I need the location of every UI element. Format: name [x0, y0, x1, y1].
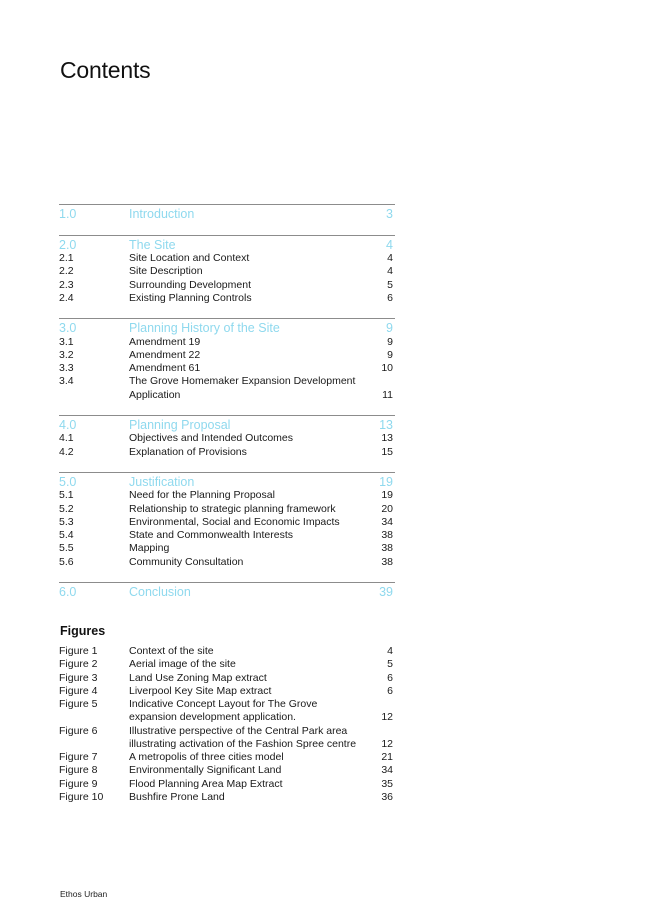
- figure-entry-num: Figure 2: [59, 658, 98, 671]
- toc-section-heading-num: 3.0: [59, 321, 77, 335]
- toc-section-heading-page: 4: [386, 237, 393, 252]
- toc-entry[interactable]: [59, 279, 395, 292]
- toc-entry-page: 15: [381, 445, 393, 458]
- toc-section-heading[interactable]: [59, 207, 395, 222]
- figure-entry-label: Flood Planning Area Map Extract: [129, 777, 283, 790]
- toc-section: [59, 318, 395, 402]
- figure-entry-num: Figure 8: [59, 764, 98, 777]
- toc-entry-page: 34: [381, 515, 393, 528]
- toc-entry-page: 20: [381, 502, 393, 515]
- toc-section-heading[interactable]: [59, 585, 395, 600]
- table-of-contents: [59, 204, 395, 612]
- figure-entry-page: 5: [387, 658, 393, 671]
- toc-entry[interactable]: [59, 432, 395, 445]
- figure-entry-num: Figure 9: [59, 777, 98, 790]
- toc-entry-num: 5.5: [59, 542, 74, 555]
- figures-list: [59, 645, 395, 804]
- figure-entry-label: Context of the site: [129, 645, 214, 657]
- toc-entry[interactable]: [59, 516, 395, 529]
- toc-section-heading-page: 19: [379, 474, 393, 489]
- toc-entry[interactable]: [59, 375, 395, 402]
- figure-entry-page: 4: [387, 645, 393, 657]
- toc-section-heading-num: 2.0: [59, 237, 77, 252]
- figure-entry-page: 6: [387, 671, 393, 684]
- toc-section-heading-label: The Site: [129, 237, 176, 252]
- figure-entry[interactable]: [59, 685, 395, 698]
- toc-entry-num: 2.3: [59, 278, 74, 291]
- toc-section-heading-page: 3: [386, 207, 393, 221]
- toc-entry-label: Existing Planning Controls: [129, 291, 252, 304]
- toc-section-heading-label: Planning History of the Site: [129, 321, 280, 335]
- toc-entry-num: 5.2: [59, 502, 74, 515]
- figure-entry[interactable]: [59, 698, 395, 725]
- toc-entry[interactable]: [59, 292, 395, 305]
- toc-entry[interactable]: [59, 503, 395, 516]
- figure-entry[interactable]: [59, 672, 395, 685]
- toc-entry-num: 2.1: [59, 252, 74, 264]
- toc-entry[interactable]: [59, 446, 395, 459]
- figures-heading: Figures: [60, 624, 106, 638]
- figure-entry[interactable]: [59, 645, 395, 658]
- figure-entry-num: Figure 1: [59, 645, 98, 657]
- figure-entry-label: Aerial image of the site: [129, 658, 236, 671]
- toc-entry-num: 3.3: [59, 362, 74, 374]
- toc-entry[interactable]: [59, 362, 395, 375]
- toc-section-heading-label: Conclusion: [129, 584, 191, 599]
- toc-entry-label: Amendment 19: [129, 335, 201, 348]
- figure-entry-num: Figure 4: [59, 684, 98, 697]
- figure-entry-num: Figure 3: [59, 671, 98, 684]
- figure-entry[interactable]: [59, 658, 395, 671]
- figure-entry[interactable]: [59, 764, 395, 777]
- toc-entry-label: Explanation of Provisions: [129, 445, 247, 458]
- toc-entry-page: 9: [387, 348, 393, 361]
- toc-entry-page: 38: [381, 529, 393, 541]
- toc-section-heading-num: 5.0: [59, 474, 77, 489]
- toc-entry-page: 6: [387, 291, 393, 304]
- figure-entry-label: Indicative Concept Layout for The Grove expansion development application.: [129, 698, 318, 724]
- figure-entry-num: Figure 5: [59, 698, 98, 710]
- toc-entry-label: Environmental, Social and Economic Impacts: [129, 515, 340, 528]
- toc-entry-num: 5.3: [59, 515, 74, 528]
- toc-entry-label: The Grove Homemaker Expansion Development Application: [129, 375, 356, 401]
- toc-entry-page: 4: [387, 252, 393, 264]
- toc-entry-num: 3.4: [59, 375, 74, 388]
- toc-entry-num: 3.2: [59, 348, 74, 361]
- figure-entry-label: Bushfire Prone Land: [129, 790, 225, 803]
- figure-entry-page: 12: [381, 711, 393, 724]
- figure-entry-num: Figure 10: [59, 790, 104, 803]
- toc-entry-page: 13: [381, 432, 393, 445]
- toc-entry-label: Relationship to strategic planning framework: [129, 502, 336, 515]
- figure-entry[interactable]: [59, 751, 395, 764]
- toc-section-heading-label: Justification: [129, 474, 195, 489]
- figure-entry-page: 12: [381, 737, 393, 750]
- toc-section-heading[interactable]: [59, 321, 395, 336]
- toc-entry-num: 5.4: [59, 529, 74, 541]
- toc-entry-label: Amendment 22: [129, 348, 201, 361]
- toc-section-heading[interactable]: [59, 475, 395, 490]
- page-title: Contents: [60, 57, 151, 83]
- toc-entry[interactable]: [59, 252, 395, 265]
- toc-section-heading-num: 1.0: [59, 207, 77, 221]
- toc-entry[interactable]: [59, 489, 395, 502]
- toc-entry-num: 5.6: [59, 555, 74, 568]
- footer: Ethos Urban: [60, 889, 108, 899]
- toc-entry-num: 3.1: [59, 335, 74, 348]
- figure-entry-label: A metropolis of three cities model: [129, 751, 284, 763]
- toc-entry-label: Site Location and Context: [129, 252, 250, 264]
- toc-section-heading-page: 39: [379, 584, 393, 599]
- toc-entry-label: State and Commonwealth Interests: [129, 529, 294, 541]
- figure-entry-label: Environmentally Significant Land: [129, 764, 282, 777]
- toc-entry[interactable]: [59, 542, 395, 555]
- toc-section-heading-num: 6.0: [59, 584, 77, 599]
- figure-entry-page: 6: [387, 684, 393, 697]
- toc-entry-page: 38: [381, 542, 393, 555]
- toc-entry-label: Site Description: [129, 265, 203, 278]
- toc-entry-page: 19: [381, 489, 393, 502]
- figure-entry-page: 36: [381, 790, 393, 803]
- toc-section-heading[interactable]: [59, 418, 395, 433]
- toc-entry-label: Need for the Planning Proposal: [129, 489, 275, 502]
- toc-entry[interactable]: [59, 556, 395, 569]
- figure-entry-label: Liverpool Key Site Map extract: [129, 684, 272, 697]
- toc-entry-label: Objectives and Intended Outcomes: [129, 432, 294, 445]
- toc-entry-num: 2.2: [59, 265, 74, 278]
- toc-entry-label: Surrounding Development: [129, 278, 251, 291]
- toc-section: [59, 204, 395, 222]
- figure-entry[interactable]: [59, 791, 395, 804]
- figure-entry-num: Figure 7: [59, 751, 98, 763]
- toc-section-heading-page: 9: [386, 321, 393, 335]
- toc-entry-label: Amendment 61: [129, 362, 201, 374]
- toc-entry-page: 10: [381, 362, 393, 374]
- toc-entry-num: 2.4: [59, 291, 74, 304]
- figure-entry-page: 35: [381, 777, 393, 790]
- toc-entry[interactable]: [59, 349, 395, 362]
- toc-entry-page: 38: [381, 555, 393, 568]
- toc-entry-num: 5.1: [59, 489, 74, 502]
- toc-entry-label: Community Consultation: [129, 555, 244, 568]
- toc-entry-page: 11: [382, 388, 393, 401]
- figure-entry-label: Illustrative perspective of the Central Park area illustrating activation of the Fashion Spree centre: [129, 724, 357, 750]
- toc-section-heading-num: 4.0: [59, 417, 77, 432]
- figure-entry-page: 34: [381, 764, 393, 777]
- figure-entry-label: Land Use Zoning Map extract: [129, 671, 267, 684]
- toc-entry[interactable]: [59, 336, 395, 349]
- toc-section-heading-page: 13: [379, 417, 393, 432]
- toc-section: [59, 582, 395, 600]
- toc-entry-num: 4.2: [59, 445, 74, 458]
- toc-section-heading-label: Introduction: [129, 207, 195, 221]
- toc-section-heading[interactable]: [59, 238, 395, 253]
- toc-section: [59, 235, 395, 306]
- toc-section: [59, 472, 395, 569]
- toc-entry-num: 4.1: [59, 432, 74, 445]
- toc-section-heading-label: Planning Proposal: [129, 417, 231, 432]
- figure-entry[interactable]: [59, 725, 395, 752]
- toc-entry-page: 5: [387, 278, 393, 291]
- figure-entry[interactable]: [59, 778, 395, 791]
- toc-entry-label: Mapping: [129, 542, 170, 555]
- toc-entry[interactable]: [59, 529, 395, 542]
- toc-section: [59, 415, 395, 459]
- toc-entry-page: 4: [387, 265, 393, 278]
- figure-entry-page: 21: [381, 751, 393, 763]
- toc-entry-page: 9: [387, 335, 393, 348]
- toc-entry[interactable]: [59, 265, 395, 278]
- figure-entry-num: Figure 6: [59, 724, 98, 737]
